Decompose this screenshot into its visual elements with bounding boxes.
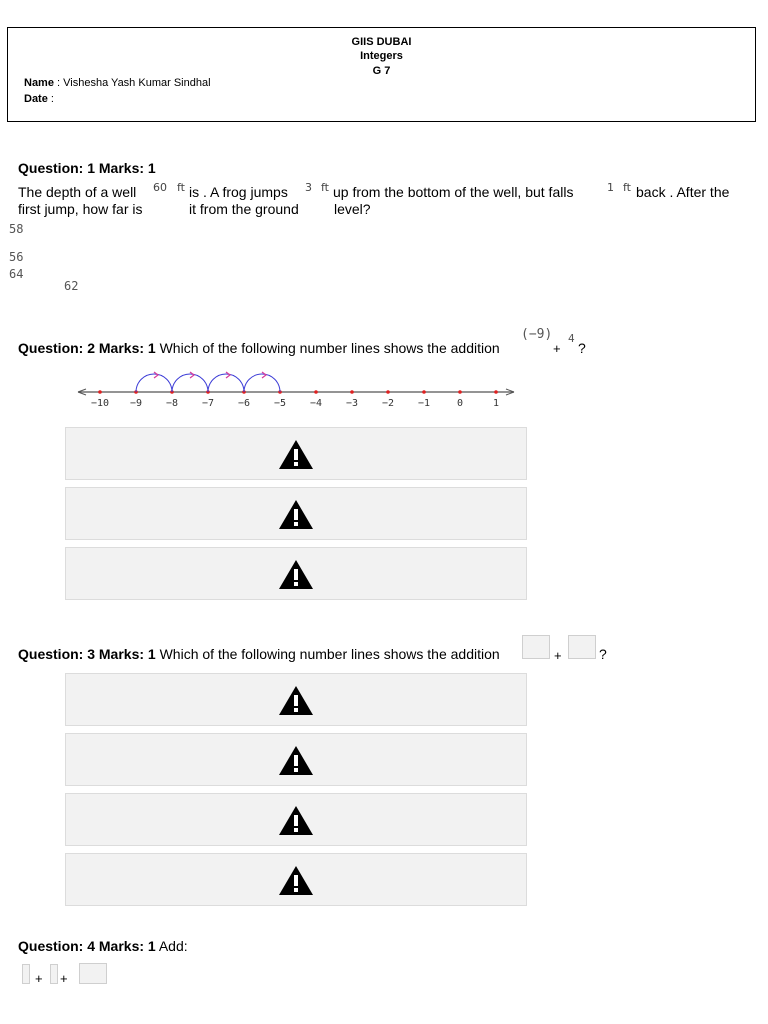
q3-question-mark: ? [599,646,607,662]
school-name: GIIS DUBAI [351,36,412,48]
number-line-jump-arrowhead [226,372,230,378]
warning-icon [278,804,314,836]
number-line-tick-label: −1 [417,398,431,409]
number-line-tick-label: 0 [456,398,464,409]
q4-term-3-image [79,963,107,984]
q4-term-2-image [50,964,58,984]
q1-text-1a: The depth of a well [18,184,137,200]
q1-option-d[interactable]: 62 [64,279,79,293]
q1-text-1d: back . After the [636,184,730,200]
number-line-tick-dot [422,390,426,394]
q3-term-2-image [568,635,596,659]
q1-depth-unit: ft [177,181,185,194]
q1-text-2c: level? [334,201,371,217]
q2-option-2[interactable] [65,487,527,540]
q3-option-4[interactable] [65,853,527,906]
question-4-title: Question: 4 Marks: 1 Add: [18,938,188,954]
q3-option-1[interactable] [65,673,527,726]
q2-plus: + [553,341,561,356]
q3-term-1-image [522,635,550,659]
number-line-tick-dot [98,390,102,394]
number-line-tick-dot [350,390,354,394]
q2-option-1[interactable] [65,427,527,480]
number-line-tick-label: −6 [237,398,251,409]
number-line-tick-dot [494,390,498,394]
q4-plus-1: + [35,971,43,986]
number-line-jump-arrowhead [262,372,266,378]
number-line-tick-label: −5 [273,398,287,409]
q2-term-1: (−9) [521,327,553,342]
number-line-tick-dot [314,390,318,394]
number-line-jump-arrowhead [154,372,158,378]
number-line-tick-label: −9 [129,398,143,409]
q1-jump-value: 3 [305,181,312,194]
q3-option-2[interactable] [65,733,527,786]
number-line-figure [70,362,530,414]
warning-icon [278,744,314,776]
question-3-title: Question: 3 Marks: 1 Which of the following number lines shows the addition [18,646,500,662]
q2-term-2: 4 [568,332,575,345]
q1-depth-value: 60 [153,181,167,194]
q1-text-1c: up from the bottom of the well, but falls [333,184,574,200]
grade-label: G 7 [372,65,391,77]
number-line-tick-label: −3 [345,398,359,409]
student-name: Name : Vishesha Yash Kumar Sindhal [24,77,211,89]
q4-plus-2: + [60,971,68,986]
q4-term-1-image [22,964,30,984]
number-line-jump-arc [208,374,244,392]
warning-icon [278,864,314,896]
number-line-tick-dot [458,390,462,394]
number-line-jump-arc [172,374,208,392]
subject-title: Integers [360,50,403,62]
q1-jump-unit: ft [321,181,329,194]
warning-icon [278,558,314,590]
number-line-jump-arrowhead [190,372,194,378]
number-line-jump-arc [136,374,172,392]
q3-plus: + [554,648,562,663]
q1-option-b[interactable]: 56 [9,250,24,264]
number-line-jump-arc [244,374,280,392]
q1-text-2b: it from the ground [189,201,299,217]
q1-fall-value: 1 [607,181,614,194]
q1-option-c[interactable]: 64 [9,267,24,281]
q3-option-3[interactable] [65,793,527,846]
worksheet-header [7,27,756,122]
q2-option-3[interactable] [65,547,527,600]
q1-text-1b: is . A frog jumps [189,184,288,200]
question-1-title: Question: 1 Marks: 1 [18,160,156,176]
number-line-tick-label: 1 [492,398,500,409]
date-field: Date : [24,93,54,105]
warning-icon [278,498,314,530]
number-line-tick-label: −2 [381,398,395,409]
number-line-tick-label: −8 [165,398,179,409]
q1-option-a[interactable]: 58 [9,222,24,236]
number-line-tick-label: −10 [90,398,110,409]
q1-text-2a: first jump, how far is [18,201,143,217]
number-line-tick-label: −4 [309,398,323,409]
q2-question-mark: ? [578,340,586,356]
warning-icon [278,684,314,716]
number-line-tick-dot [386,390,390,394]
warning-icon [278,438,314,470]
question-2-title: Question: 2 Marks: 1 Which of the following number lines shows the addition [18,340,500,356]
q1-fall-unit: ft [623,181,631,194]
number-line-tick-label: −7 [201,398,215,409]
